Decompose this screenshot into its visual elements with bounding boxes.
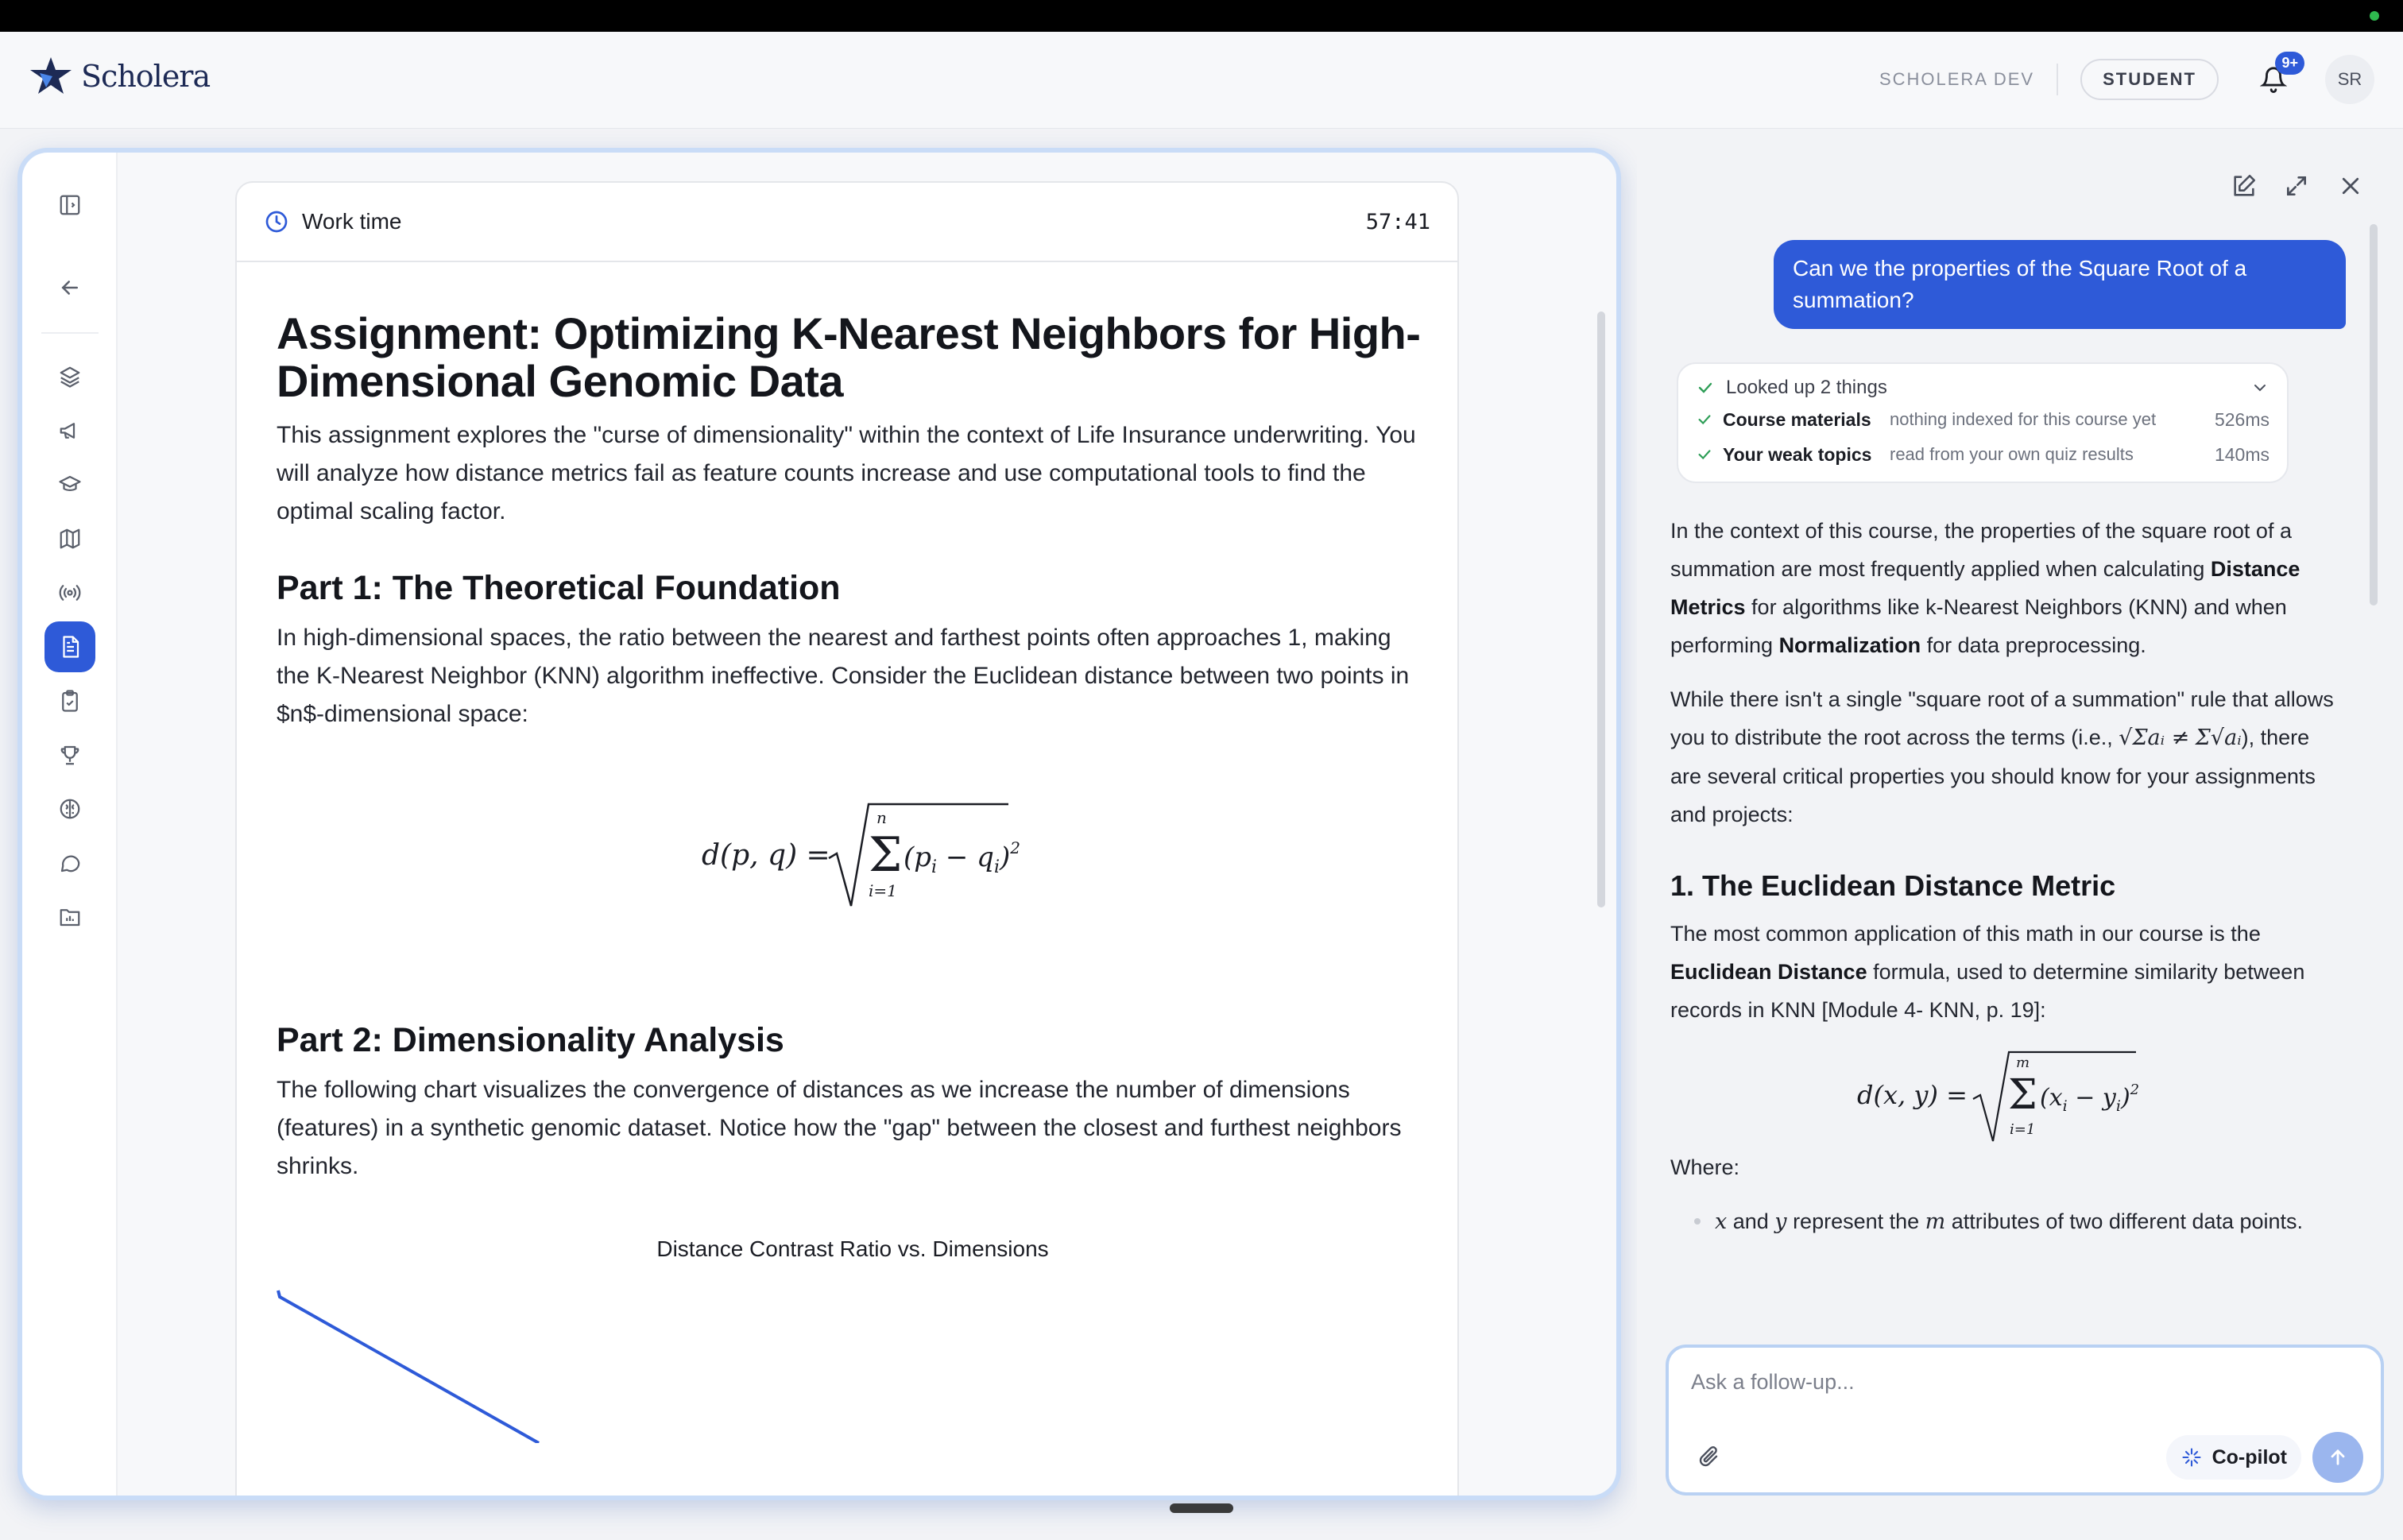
user-message-bubble: Can we the properties of the Square Root of a summation? (1774, 240, 2346, 329)
broadcast-icon (58, 581, 82, 605)
home-indicator[interactable] (1170, 1503, 1233, 1513)
document-icon (58, 635, 82, 659)
assignment-workspace (17, 148, 1621, 1500)
rail-tasks-button[interactable] (44, 675, 95, 726)
svg-text:d(x, y) =: d(x, y) = (1857, 1080, 1968, 1110)
brand-logo[interactable] (29, 56, 210, 97)
lookup-item-time: 140ms (2214, 443, 2270, 465)
chart-series-line (278, 1290, 539, 1443)
chart-title: Distance Contrast Ratio vs. Dimensions (656, 1236, 1049, 1261)
rail-divider (41, 332, 99, 334)
assignment-intro: This assignment explores the "curse of dimensionality" within the context of Life Insurance underwriting. You will analyze how distance metrics fail as feature counts increase and use computational tools to find the optimal scaling factor. (277, 422, 1416, 524)
assistant-answer (1670, 512, 2346, 1241)
collapse-sidebar-button[interactable] (44, 180, 95, 230)
rail-reports-button[interactable] (44, 892, 95, 942)
part1-body: In high-dimensional spaces, the ratio between the nearest and farthest points often approaches 1, making the K-Nearest Neighbor (KNN) algorithm ineffective. Consider the Euclidean distance between two points in $n$-dimensional space: (277, 625, 1410, 727)
lookup-item-name: Your weak topics (1723, 443, 1872, 465)
follow-up-input[interactable] (1691, 1370, 2247, 1395)
copilot-mode-button[interactable] (2166, 1435, 2301, 1480)
expand-chat-button[interactable] (2279, 168, 2314, 203)
euclidean-formula-block (277, 733, 1429, 972)
sparkle-icon (2180, 1446, 2203, 1468)
svg-text:i=1: i=1 (2010, 1121, 2036, 1138)
euclidean-formula (670, 793, 1035, 912)
camera-indicator (2370, 11, 2379, 21)
clock-icon (264, 209, 289, 234)
inline-math: √Σaᵢ ≠ (2119, 726, 2190, 750)
rail-roadmap-button[interactable] (44, 513, 95, 564)
answer-where: Where: (1670, 1155, 1740, 1179)
attach-button[interactable] (1693, 1441, 1724, 1473)
assignment-document (235, 181, 1459, 1500)
check-icon (1696, 411, 1713, 428)
document-scrollbar[interactable] (1597, 311, 1605, 907)
answer-paragraph-2: While there isn't a single "square root of a summation" rule that allows you to distribute the root across the terms (i.e., √Σaᵢ ≠ Σ√aᵢ), there are several critical properties you should know for your assignments and projects: (1670, 687, 2334, 826)
formula-sigma: Σ (869, 827, 903, 883)
check-icon (1696, 446, 1713, 463)
new-chat-button[interactable] (2227, 168, 2262, 203)
answer-bullet: x and y represent the m attributes of two different data points. (1694, 1202, 2346, 1241)
part2-body: The following chart visualizes the convergence of distances as we increase the number of dimensions (features) in a synthetic genomic dataset. Notice how the "gap" between the closest and furthest neighbors shrinks. (277, 1077, 1402, 1179)
notification-badge: 9+ (2275, 52, 2304, 75)
environment-label: SCHOLERA DEV (1879, 69, 2035, 89)
expand-icon (2284, 173, 2309, 199)
trophy-icon (58, 743, 82, 767)
chat-scrollbar[interactable] (2370, 224, 2378, 606)
copilot-label: Co-pilot (2211, 1445, 2287, 1468)
formula-lhs: d(p, q) = (702, 839, 830, 872)
graduation-cap-icon (58, 473, 82, 497)
work-time-label: Work time (302, 209, 402, 234)
lookup-item (1696, 402, 2270, 437)
back-arrow-icon (58, 276, 82, 300)
chat-bubble-icon (58, 851, 82, 875)
rail-messages-button[interactable] (44, 838, 95, 888)
svg-text:(xi − yi)2: $(x_i - y_i)^2$ (2040, 1081, 2140, 1115)
arrow-up-icon (2327, 1446, 2349, 1468)
close-icon (2339, 174, 2362, 198)
left-rail (22, 153, 118, 1496)
rail-knowledge-button[interactable] (44, 784, 95, 834)
formula-term: $(p_i - q_i)^2$ (904, 838, 1020, 877)
brain-icon (58, 797, 82, 821)
rail-assignments-button[interactable] (44, 621, 95, 672)
layers-icon (58, 365, 82, 389)
rail-live-button[interactable] (44, 567, 95, 618)
answer-formula-block (1670, 1045, 2346, 1148)
lookup-summary-card[interactable] (1677, 362, 2289, 483)
part1-heading: Part 1: The Theoretical Foundation (277, 569, 841, 607)
lookup-item-desc: nothing indexed for this course yet (1890, 409, 2157, 429)
copilot-chat-panel (1637, 129, 2403, 1540)
rail-courses-button[interactable] (44, 459, 95, 510)
assignment-title: Assignment: Optimizing K-Nearest Neighbors for High-Dimensional Genomic Data (277, 308, 1421, 406)
check-icon (1696, 378, 1715, 397)
header-divider (2057, 64, 2058, 95)
svg-text:m: m (2016, 1054, 2030, 1071)
answer-paragraph-3: The most common application of this math in our course is the Euclidean Distance formula, used to determine similarity between records in KNN [Module 4- KNN, p. 19]: (1670, 922, 2305, 1022)
euclidean-formula-xy (1849, 1045, 2167, 1148)
notifications-button[interactable] (2254, 55, 2298, 99)
rail-achievements-button[interactable] (44, 729, 95, 780)
edit-icon (2231, 172, 2258, 199)
send-button[interactable] (2312, 1432, 2363, 1483)
answer-bullets (1670, 1202, 2346, 1241)
lookup-summary: Looked up 2 things (1726, 377, 1887, 398)
work-time-value: 57:41 (1365, 209, 1430, 234)
document-area (118, 153, 1616, 1496)
lookup-item (1696, 437, 2270, 472)
document-content (277, 310, 1429, 1443)
brand-name: Scholera (81, 59, 211, 94)
distance-contrast-chart (277, 1284, 1429, 1443)
inline-math: Σ√aᵢ (2195, 726, 2242, 750)
answer-heading: 1. The Euclidean Distance Metric (1670, 869, 2116, 902)
megaphone-icon (58, 419, 82, 443)
system-status-bar (0, 0, 2403, 32)
lookup-item-time: 526ms (2214, 408, 2270, 430)
clipboard-icon (58, 689, 82, 713)
svg-text:Σ: Σ (2008, 1071, 2037, 1119)
folder-chart-icon (58, 905, 82, 929)
rail-modules-button[interactable] (44, 351, 95, 402)
role-switcher-button[interactable]: STUDENT (2080, 59, 2219, 100)
rail-announcements-button[interactable] (44, 405, 95, 456)
paperclip-icon (1697, 1445, 1720, 1469)
chat-composer (1666, 1345, 2384, 1496)
lookup-header[interactable] (1696, 373, 2270, 402)
collapse-sidebar-icon (58, 193, 82, 217)
close-chat-button[interactable] (2333, 168, 2368, 203)
app-header (0, 32, 2403, 129)
chevron-down-icon (2250, 378, 2270, 397)
back-button[interactable] (44, 262, 95, 313)
formula-lower: i=1 (869, 881, 897, 900)
formula-upper: n (876, 808, 887, 827)
part2-heading: Part 2: Dimensionality Analysis (277, 1021, 784, 1059)
work-time-bar (237, 183, 1457, 262)
answer-paragraph-1: In the context of this course, the properties of the square root of a summation are most frequently applied when calculating Distance Metrics for algorithms like k-Nearest Neighbors (KNN) and when performing Normalization for data preprocessing. (1670, 519, 2300, 657)
lookup-item-name: Course materials (1723, 408, 1871, 430)
scholera-logo-icon (29, 56, 73, 97)
map-icon (58, 527, 82, 551)
user-avatar[interactable]: SR (2325, 55, 2374, 104)
lookup-item-desc: read from your own quiz results (1890, 444, 2134, 464)
